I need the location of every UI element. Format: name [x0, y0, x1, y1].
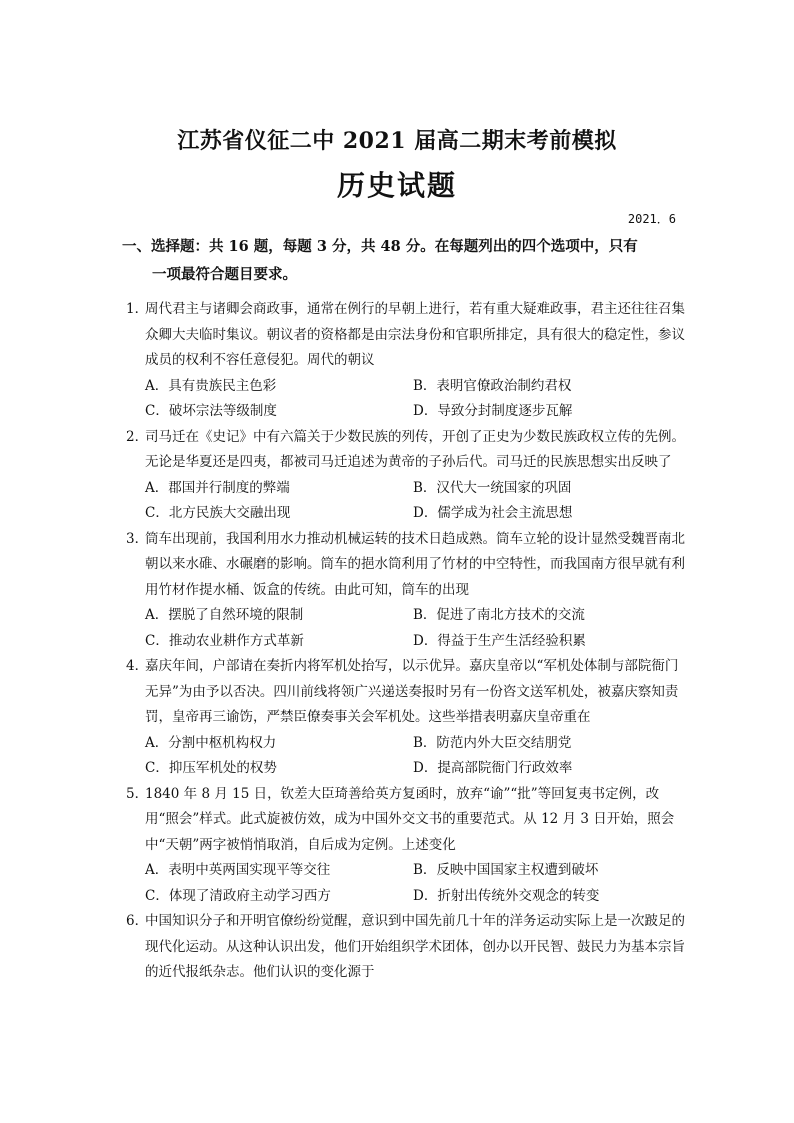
section-heading: [122, 233, 682, 289]
option-b: B．反映中国国家主权遭到破坏: [413, 862, 599, 878]
exam-subject-title: 历史试题: [336, 169, 457, 202]
exam-date: 2021．6: [627, 212, 676, 226]
question-stem: [126, 909, 686, 986]
option-list: [126, 603, 686, 654]
question-list: [126, 297, 686, 986]
question-stem: [126, 782, 686, 859]
option-d: D．得益于生产生活经验积累: [413, 632, 586, 649]
question-stem: [126, 527, 686, 604]
question-number: 1．: [126, 301, 149, 317]
question-number: 4．: [126, 658, 149, 674]
option-b: B．促进了南北方技术的交流: [413, 607, 585, 623]
option-list: [126, 374, 686, 425]
option-a: A．分割中枢机构权力: [145, 734, 277, 751]
question-5: [126, 782, 686, 910]
question-text: 中国知识分子和开明官僚纷纷觉醒，意识到中国先前几十年的洋务运动实际上是一次跛足的现代化运动。从这种认识出发，他们开始组织学术团体，创办以开民智、鼓民力为基本宗旨的近代报纸杂志。他们认识的变化源于: [145, 913, 685, 980]
question-number: 5．: [126, 785, 149, 802]
option-b: B．表明官僚政治制约君权: [413, 377, 572, 394]
question-stem: [126, 297, 686, 374]
option-list: [126, 476, 686, 527]
question-stem: [126, 425, 686, 476]
section-heading-line-2: 一项最符合题目要求。: [152, 266, 297, 283]
option-list: [126, 858, 686, 909]
section-heading-line-1: 一、选择题：共 16 题，每题 3 分，共 48 分。在每题列出的四个选项中，只有: [122, 238, 638, 255]
option-c: C．体现了清政府主动学习西方: [145, 887, 331, 904]
question-number: 6．: [126, 913, 149, 929]
option-a: A．摆脱了自然环境的限制: [145, 607, 304, 623]
exam-title: 江苏省仪征二中 2021 届高二期末考前模拟: [177, 128, 617, 154]
question-number: 2．: [126, 428, 149, 445]
option-a: A．表明中英两国实现平等交往: [145, 862, 331, 878]
option-d: D．儒学成为社会主流思想: [413, 505, 573, 521]
question-stem: [126, 654, 686, 731]
option-list: [126, 731, 686, 782]
option-d: D．折射出传统外交观念的转变: [413, 887, 600, 904]
question-text: 周代君主与诸卿会商政事，通常在例行的早朝上进行，若有重大疑难政事，君主还往往召集众卿大夫临时集议。朝议者的资格都是由宗法身份和官职所排定，具有很大的稳定性，参议成员的权利不容任意侵犯。周代的朝议: [145, 301, 685, 368]
option-d: D．提高部院衙门行政效率: [413, 760, 573, 776]
option-b: B．防范内外大臣交结朋党: [413, 734, 572, 751]
option-c: C．北方民族大交融出现: [145, 505, 291, 521]
question-3: [126, 527, 686, 655]
option-c: C．破坏宗法等级制度: [145, 403, 277, 419]
question-6: [126, 909, 686, 986]
question-text: 司马迁在《史记》中有六篇关于少数民族的列传，开创了正史为少数民族政权立传的先例。无论是华夏还是四夷，都被司马迁追述为黄帝的子孙后代。司马迁的民族思想实出反映了: [145, 428, 685, 470]
option-d: D．导致分封制度逐步瓦解: [413, 403, 573, 419]
option-a: A．具有贵族民主色彩: [145, 377, 277, 394]
question-text: 筒车出现前，我国利用水力推动机械运转的技术日趋成熟。筒车立轮的设计显然受魏晋南北朝以来水碓、水碾磨的影响。筒车的挹水筒利用了竹材的中空特性，而我国南方很早就有利用竹材作提水桶、饭盒的传统。由此可知，筒车的出现: [145, 530, 685, 598]
option-b: B．汉代大一统国家的巩固: [413, 479, 572, 496]
option-c: C．推动农业耕作方式革新: [145, 632, 304, 649]
question-1: [126, 297, 686, 425]
question-4: [126, 654, 686, 782]
option-a: A．郡国并行制度的弊端: [145, 479, 290, 496]
question-2: [126, 425, 686, 527]
option-c: C．抑压军机处的权势: [145, 760, 277, 776]
question-text: 1840 年 8 月 15 日，钦差大臣琦善给英方复函时，放弃“谕”“批”等回复夷书定例，改用“照会”样式。此式旋被仿效，成为中国外交文书的重要范式。从 12 月 3 日开始，照会中“天朝”两字被悄悄取消，自后成为定例。上述变化: [145, 785, 675, 853]
question-number: 3．: [126, 530, 149, 547]
question-text: 嘉庆年间，户部请在奏折内将军机处抬写，以示优异。嘉庆皇帝以“军机处体制与部院衙门无异”为由予以否决。四川前线将领广兴递送奏报时另有一份咨文送军机处，被嘉庆察知责罚，皇帝再三谕饬，严禁臣僚奏事关会军机处。这些举措表明嘉庆皇帝重在: [145, 658, 679, 725]
